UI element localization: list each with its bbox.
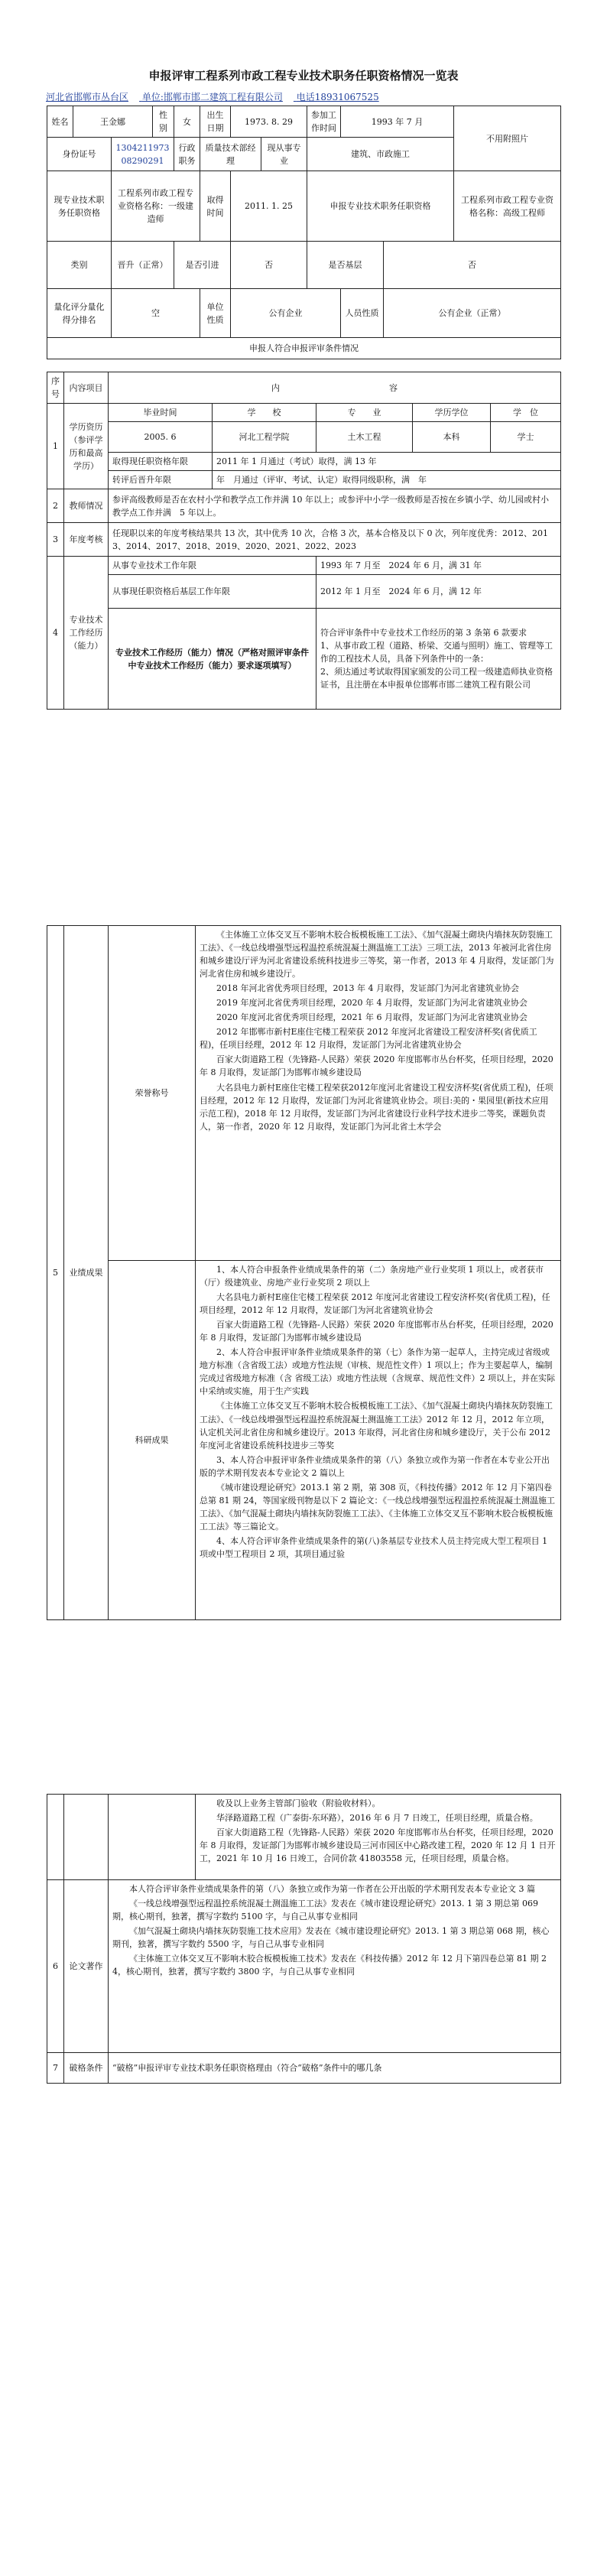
research-item: 3、本人符合申报评审条件业绩成果条件的第（八）条独立或作为第一作者在本专业公开出版的学术期刊发表本专业论文 2 篇以上 <box>200 1454 550 1478</box>
admin-post-value: 质量技术部经理 <box>200 138 261 171</box>
research-text <box>196 1261 561 1620</box>
base-years-label: 从事现任职资格后基层工作年限 <box>109 575 316 609</box>
research-item: 百家大街道路工程（先锋路-人民路）荣获 2020 年度邯郸市丛台杯奖，任项目经理，2020 年 8 月取得，发证部门为邯郸市城乡建设局三河市园区中心路改建工程，2020 年 12 月 1 日开工，2021 年 10 月 16 日竣工，合同价款 41803558 元，任项目经理，质量合格。 <box>200 1827 556 1864</box>
breakthrough-text: “破格”申报评审专业技术职务任职资格理由（符合“破格”条件中的哪几条 <box>109 2053 561 2084</box>
research-item: 2、本人符合申报评审条件业绩成果条件的第（七）条作为第一起草人，主持完成过省级或地方标准（含省级工法）或地方性法规（审核、规范性文件）1 项以上；作为主要起草人，编制完成过省级地方标准（含 省级工法）或地方性法规（含规章、规范性文件）2 项以上，并在实际中采纳或实施，用于生产实践 <box>200 1347 555 1397</box>
phone-text: 电话18931067525 <box>296 92 379 102</box>
row-7-no: 7 <box>47 2053 64 2084</box>
gender-value: 女 <box>174 106 200 138</box>
papers-table <box>47 1794 561 2084</box>
ability-label: 专业技术工作经历（能力）情况（严格对照评审条件中专业技术工作经历（能力）要求逐项填写） <box>109 609 316 710</box>
performance-table <box>47 925 561 1620</box>
obtain-time-value: 2011. 1. 25 <box>231 171 307 242</box>
ability-text: 符合评审条件中专业技术工作经历的第 3 条第 6 款要求 1、从事市政工程（道路、桥梁、交通与照明）施工、管理等工作的工程技术人员，具备下列条件中的一条： 2、须达通过考试取得国家颁发的公司工程一级建造师执业资格证书，且注册在本申报单位邯郸市邯二建筑工程有限公司 <box>316 609 561 710</box>
edu-head-time: 毕业时间 <box>109 404 213 422</box>
introduced-label: 是否引进 <box>174 242 231 289</box>
papers-label: 论文著作 <box>64 1880 109 2053</box>
research-item: 4、本人符合评审条件业绩成果条件的第(八)条基层专业技术人员主持完成大型工程项目 1 项或中型工程项目 2 项，其项目通过验 <box>200 1535 548 1559</box>
conditions-table <box>47 372 561 710</box>
edu-head-degree-level: 学历学位 <box>413 404 491 422</box>
rank-value: 空 <box>112 289 200 338</box>
row-4-no: 4 <box>47 557 64 710</box>
region-text: 河北省邯郸市丛台区 <box>46 92 129 102</box>
unit-nature-label: 单位性质 <box>200 289 231 338</box>
research-item: 《城市建设理论研究》2013.1 第 2 期，第 308 页，《科技传播》2012 年 12 月下第四卷总第 81 期 24，等国家级刊物是以下 2 篇论文：《一线总线增强型远程温控系统混凝土测温施工工法》、《加气混凝土砌块内墙抹灰防裂施工工法》、《主体施工立体交叉互不影响木胶合板模板施工工法》等三篇论文。 <box>200 1482 555 1532</box>
cont-sub-cell <box>109 1795 196 1880</box>
teacher-text: 参评高级教师是否在农村小学和教学点工作并满 10 年以上；或参评中小学一级教师是否按在乡镇小学、幼儿园或村小教学点工作并满 5 年以上。 <box>109 489 561 523</box>
work-start-label: 参加工作时间 <box>307 106 341 138</box>
annual-label: 年度考核 <box>64 523 109 557</box>
row-1-no: 1 <box>47 404 64 489</box>
base-years-value: 2012 年 1 月至 2024 年 6 月，满 12 年 <box>316 575 561 609</box>
papers-text <box>109 1880 561 2053</box>
name-value: 王金娜 <box>73 106 153 138</box>
col-content-header: 内 容 <box>109 372 561 404</box>
col-item-header: 内容项目 <box>64 372 109 404</box>
current-qual-label: 现专业技术职务任职资格 <box>47 171 112 242</box>
edu-value-degree: 学士 <box>491 422 561 453</box>
research-item: 1、本人符合申报条件业绩成果条件的第（二）条房地产业行业奖项 1 项以上，或者获市（厅）级建筑业、房地产业行业奖项 2 项以上 <box>200 1265 544 1288</box>
research-item: 《主体施工立体交叉互不影响木胶合板模板施工工法》、《加气混凝土砌块内墙抹灰防裂施工工法》、《一线总线增强型远程温控系统混凝土测温施工工法》2012 年 12 月，2012 年立项，认定机关河北省住房和城乡建设厅。2013 年取得，河北省住房和城乡建设厅，关于公布 2012 年度河北省建设系统科技进步三等奖 <box>200 1401 553 1450</box>
col-no-header: 序号 <box>47 372 64 404</box>
work-label: 专业技术工作经历（能力） <box>64 557 109 710</box>
research-item: 华泽路道路工程（广泰街-东环路），2016 年 6 月 7 日竣工，任项目经理，质量合格。 <box>216 1813 538 1824</box>
gender-label: 性别 <box>153 106 174 138</box>
performance-label: 业绩成果 <box>64 926 109 1620</box>
transfer-years-label: 转评后晋升年限 <box>109 471 213 489</box>
edu-head-school: 学 校 <box>213 404 316 422</box>
unit-text: 单位:邯郸市邯二建筑工程有限公司 <box>141 92 283 102</box>
awards-text <box>196 926 561 1261</box>
edu-head-degree: 学 位 <box>491 404 561 422</box>
name-label: 姓名 <box>47 106 73 138</box>
work-years-value: 1993 年 7 月至 2024 年 6 月，满 31 年 <box>316 557 561 575</box>
cont-label-cell <box>64 1795 109 1880</box>
paper-item: 《加气混凝土砌块内墙抹灰防裂施工技术应用》发表在《城市建设理论研究》2013. 1 第 3 期总第 068 期，核心期刊，独著，撰写字数约 5500 字，与自己从事专业相同 <box>112 1926 550 1950</box>
row-5-no: 5 <box>47 926 64 1620</box>
edu-value-time: 2005. 6 <box>109 422 213 453</box>
edu-value-major: 土木工程 <box>316 422 413 453</box>
edu-value-degree-level: 本科 <box>413 422 491 453</box>
current-major-label: 现从事专业 <box>261 138 307 171</box>
apply-qual-label: 申报专业技术职务任职资格 <box>307 171 454 242</box>
current-major-value: 建筑、市政施工 <box>307 138 454 171</box>
teacher-label: 教师情况 <box>64 489 109 523</box>
paper-item: 本人符合评审条件业绩成果条件的第（八）条独立或作为第一作者在公开出版的学术期刊发表本专业论文 3 篇 <box>129 1884 535 1894</box>
research-item: 百家大街道路工程（先锋路-人民路）荣获 2020 年度邯郸市丛台杯奖，任项目经理，2020 年 8 月取得，发证部门为邯郸市城乡建设局 <box>200 1320 553 1343</box>
qual-years-label: 取得现任职资格年限 <box>109 453 213 471</box>
award-item: 2018 年河北省优秀项目经理，2013 年 4 月取得，发证部门为河北省建筑业协会 <box>216 983 519 994</box>
row-3-no: 3 <box>47 523 64 557</box>
current-qual-value: 工程系列市政工程专业资格名称：一级建造师 <box>112 171 200 242</box>
research-label: 科研成果 <box>109 1261 196 1620</box>
staff-nature-value: 公有企业（正常） <box>384 289 561 338</box>
apply-qual-value: 工程系列市政工程专业资格名称：高级工程师 <box>454 171 561 242</box>
transfer-years-value: 年 月通过（评审、考试、认定）取得同级职称，满 年 <box>213 471 561 489</box>
award-item: 百家大街道路工程（先锋路-人民路）荣获 2020 年度邯郸市丛台杯奖，任项目经理，2020 年 8 月取得，发证部门为邯郸市城乡建设局 <box>200 1054 553 1078</box>
award-item: 2020 年度河北省优秀项目经理，2021 年 6 月取得，发证部门为河北省建筑业协会 <box>216 1012 527 1023</box>
breakthrough-label: 破格条件 <box>64 2053 109 2084</box>
id-value: 130421197308290291 <box>112 138 174 171</box>
rank-label: 量化评分量化得分排名 <box>47 289 112 338</box>
unit-nature-value: 公有企业 <box>231 289 341 338</box>
performance-continued-text <box>196 1795 561 1880</box>
row-2-no: 2 <box>47 489 64 523</box>
introduced-value: 否 <box>231 242 307 289</box>
row-6-no: 6 <box>47 1880 64 2053</box>
paper-item: 《主体施工立体交叉互不影响木胶合板模板施工技术》发表在《科技传播》2012 年 12 月下第四卷总第 81 期 24，核心期刊，独著，撰写字数约 3800 字，与自己从事专业相同 <box>112 1954 547 1977</box>
work-years-label: 从事专业技术工作年限 <box>109 557 316 575</box>
edu-head-major: 专 业 <box>316 404 413 422</box>
conditions-header: 申报人符合申报评审条件情况 <box>47 338 561 359</box>
category-label: 类别 <box>47 242 112 289</box>
category-value: 晋升（正常） <box>112 242 174 289</box>
page-title: 申报评审工程系列市政工程专业技术职务任职资格情况一览表 <box>148 69 459 83</box>
cont-no-cell <box>47 1795 64 1880</box>
basic-info-table <box>47 106 561 359</box>
birth-label: 出生日期 <box>200 106 231 138</box>
unit-info-line <box>46 90 573 103</box>
edu-value-school: 河北工程学院 <box>213 422 316 453</box>
edu-label: 学历资历（参评学历和最高学历） <box>64 404 109 489</box>
photo-placeholder: 不用附照片 <box>454 106 561 171</box>
award-item: 《主体施工立体交叉互不影响木胶合板模板施工工法》、《加气混凝土砌块内墙抹灰防裂施工工法》、《一线总线增强型远程温控系统混凝土测温施工工法》三项工法，2013 年被河北省住房和城乡建设厅评为河北省建设系统科技进步三等奖，第一作者，2013 年 4 月取得，发证部门为河北省住房和城乡建设厅。 <box>200 930 554 979</box>
annual-text: 任现职以来的年度考核结果共 13 次，其中优秀 10 次，合格 3 次，基本合格及以下 0 次，列年度优秀：2012、2013、2014、2017、2018、2019、2020、2021、2022、2023 <box>109 523 561 557</box>
award-item: 2019 年度河北省优秀项目经理，2020 年 4 月取得，发证部门为河北省建筑业协会 <box>216 998 527 1009</box>
research-item: 大名县电力新村E座住宅楼工程荣获 2012 年度河北省建设工程安济杯奖(省优质工程)，任项目经理，2012 年 12 月取得，发证部门为河北省建筑业协会 <box>200 1292 550 1316</box>
admin-post-label: 行政职务 <box>174 138 200 171</box>
qual-years-value: 2011 年 1 月通过（考试）取得，满 13 年 <box>213 453 561 471</box>
obtain-time-label: 取得时间 <box>200 171 231 242</box>
award-item: 2012 年邯郸市新村E座住宅楼工程荣获 2012 年度河北省建设工程安济杯奖(省优质工程)，任项目经理，2012 年 12 月取得，发证部门为河北省建筑业协会 <box>200 1027 537 1051</box>
grassroots-label: 是否基层 <box>307 242 384 289</box>
grassroots-value: 否 <box>384 242 561 289</box>
research-item: 收及以上业务主管部门验收（附验收材料）。 <box>216 1798 381 1808</box>
paper-item: 《一线总线增强型远程温控系统混凝土测温施工工法》发表在《城市建设理论研究》2013. 1 第 3 期总第 069 期，核心期刊，独著，撰写字数约 5100 字，与自己从事专业相同 <box>112 1899 538 1922</box>
id-label: 身份证号 <box>47 138 112 171</box>
award-item: 大名县电力新村E座住宅楼工程荣获2012年度河北省建设工程安济杯奖(省优质工程)，任项目经理，2012 年 12 月取得，发证部门为河北省建筑业协会。项目:美的・果园里(新技术应用示范工程)，2018 年 12 月取得，发证部门为河北省建设行业科学技术进步二等奖，课题负责人，第一作者，2020 年 12 月取得，发证部门为河北省土木学会 <box>200 1082 553 1132</box>
awards-label: 荣誉称号 <box>109 926 196 1261</box>
work-start-value: 1993 年 7 月 <box>341 106 454 138</box>
birth-value: 1973. 8. 29 <box>231 106 307 138</box>
staff-nature-label: 人员性质 <box>341 289 384 338</box>
